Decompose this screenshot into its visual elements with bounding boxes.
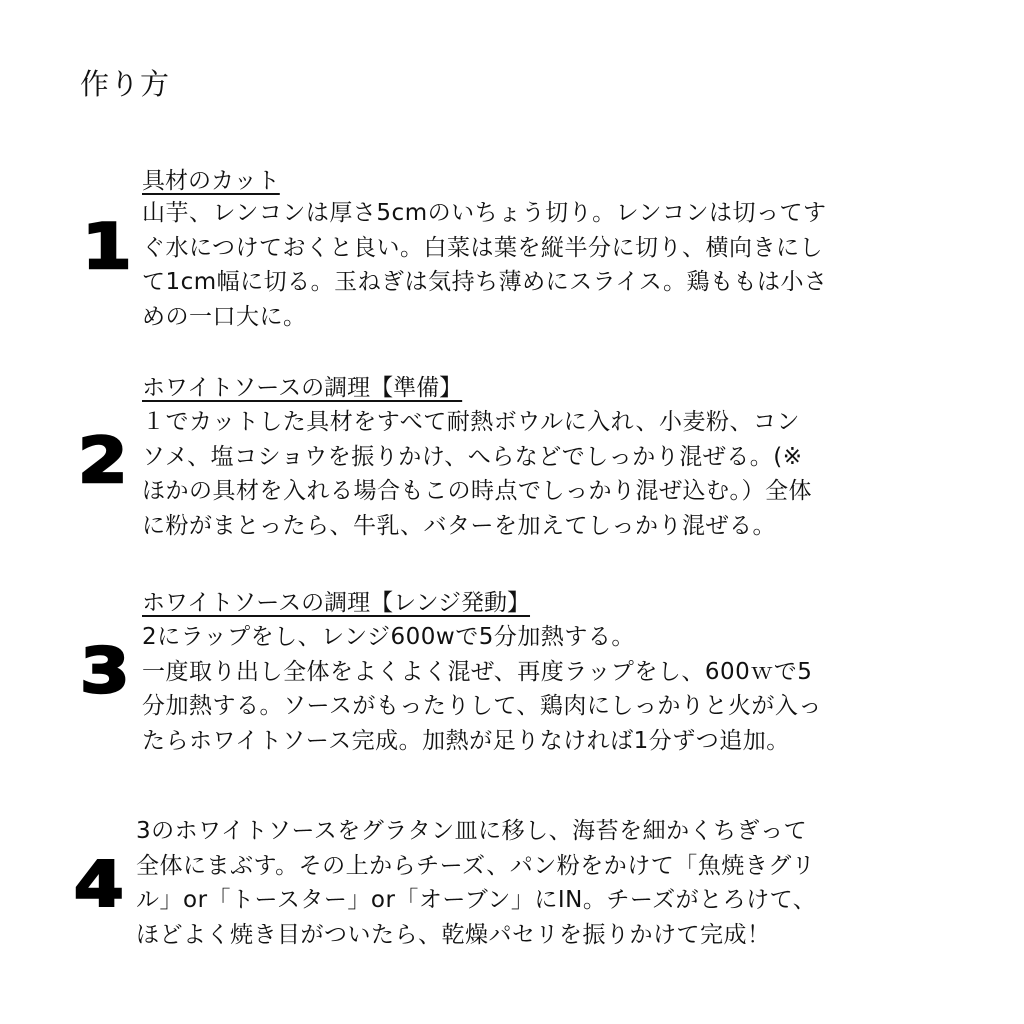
step-number: 2 [78, 424, 128, 497]
step-number: 1 [82, 210, 132, 283]
step-body-line: 山芋、レンコンは厚さ5cmのいちょう切り。レンコンは切ってす [142, 200, 827, 226]
step-body-line: ほかの具材を入れる場合もこの時点でしっかり混ぜ込む。）全体 [142, 478, 812, 504]
step-heading: ホワイトソースの調理【準備】 [142, 375, 463, 401]
step-body-line: 2にラップをし、レンジ600wで5分加熱する。 [142, 624, 635, 650]
step-heading: ホワイトソースの調理【レンジ発動】 [142, 590, 531, 616]
step-body-line: 全体にまぶす。その上からチーズ、パン粉をかけて「魚焼きグリ [136, 852, 816, 879]
step-body [136, 814, 816, 952]
step-heading: 具材のカット [142, 168, 280, 194]
step-body-line: ぐ水につけておくと良い。白菜は葉を縦半分に切り、横向きにし [142, 234, 824, 261]
step-body [142, 196, 827, 334]
step-body-line: 3のホワイトソースをグラタン皿に移し、海苔を細かくちぎって [136, 818, 808, 844]
step-body-line: ソメ、塩コショウを振りかけ、へらなどでしっかり混ぜる。(※ [142, 443, 803, 470]
step-number: 4 [74, 848, 124, 921]
step-body-line: ル」or「トースター」or「オーブン」にIN。チーズがとろけて、 [136, 887, 817, 913]
step-body-line: に粉がまとったら、牛乳、バターを加えてしっかり混ぜる。 [142, 512, 777, 539]
step-body-line: たらホワイトソース完成。加熱が足りなければ1分ずつ追加。 [142, 727, 790, 754]
step-number: 3 [80, 634, 130, 707]
step-body-line: 一度取り出し全体をよくよく混ぜ、再度ラップをし、600ｗで5 [142, 658, 813, 685]
step-body-line: １でカットした具材をすべて耐熱ボウルに入れ、小麦粉、コン [142, 409, 800, 435]
step-body-line: て1cm幅に切る。玉ねぎは気持ち薄めにスライス。鶏ももは小さ [142, 269, 828, 295]
step-body-line: ほどよく焼き目がついたら、乾燥パセリを振りかけて完成！ [136, 921, 771, 948]
step-body-line: めの一口大に。 [142, 303, 307, 330]
step-body [142, 405, 812, 543]
step-body [142, 620, 822, 758]
page-title: 作り方 [80, 67, 171, 101]
step-body-line: 分加熱する。ソースがもったりして、鶏肉にしっかりと火が入っ [142, 693, 822, 719]
